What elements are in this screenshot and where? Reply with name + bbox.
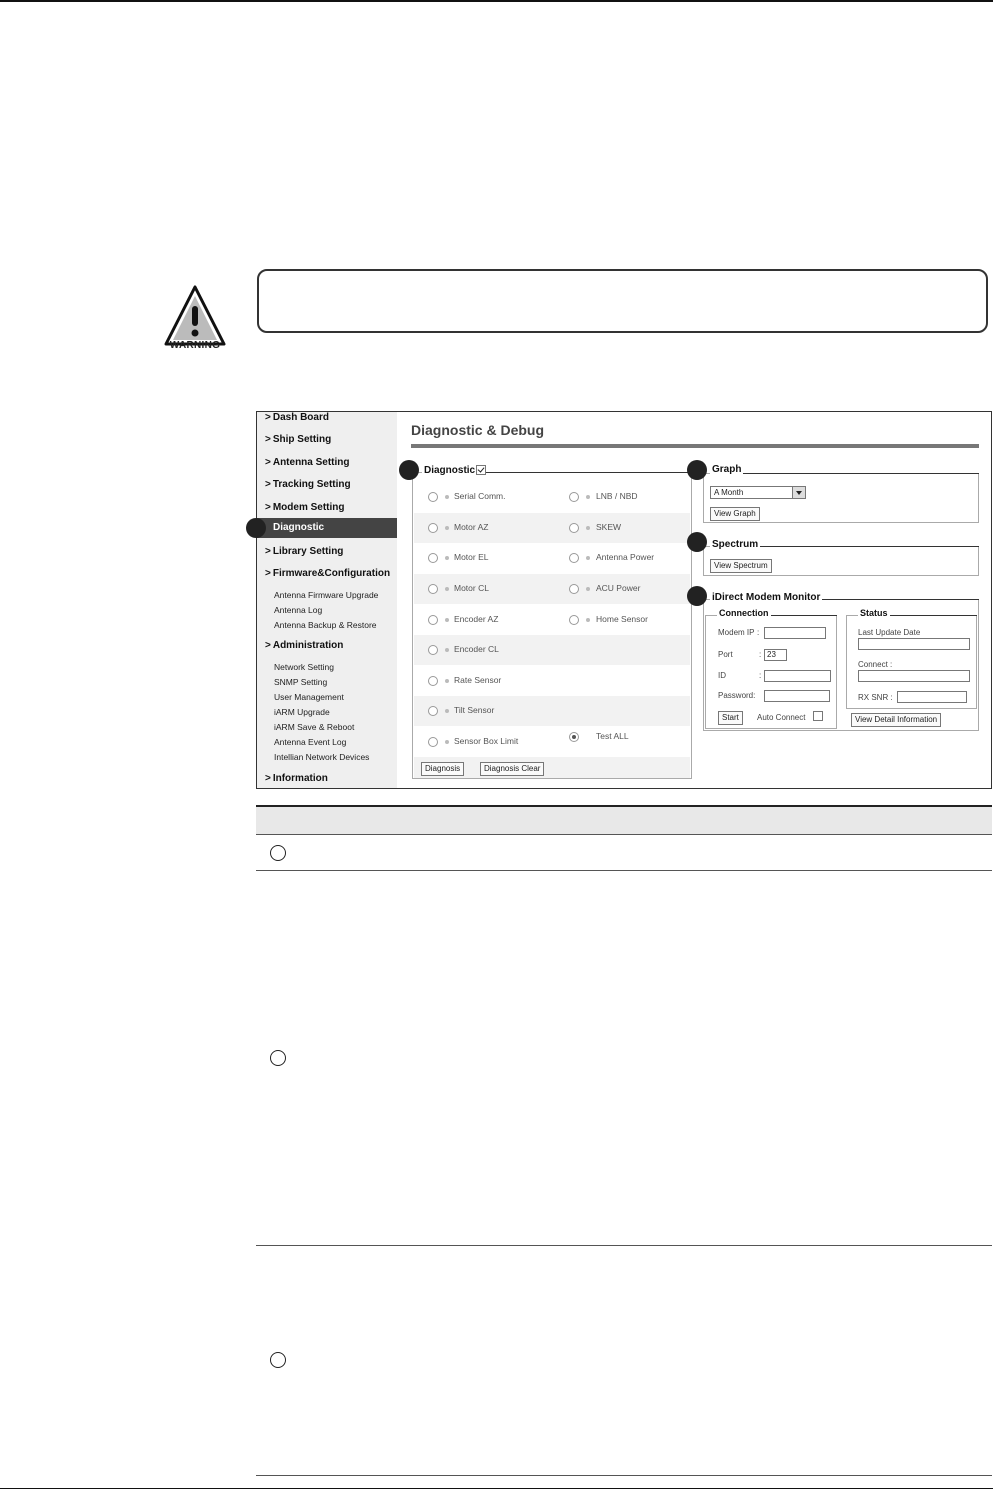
- sidebar-subitem-network-devices[interactable]: Intellian Network Devices: [274, 752, 370, 762]
- home-sensor-label: Home Sensor: [596, 614, 648, 624]
- chevron-down-icon: [792, 487, 805, 498]
- bullet-icon: [445, 648, 449, 652]
- lnb-nbd-label: LNB / NBD: [596, 491, 638, 501]
- modem-monitor-legend: iDirect Modem Monitor: [712, 592, 821, 603]
- table-row-rule: [256, 870, 992, 871]
- acu-power-radio[interactable]: [569, 584, 579, 594]
- callout-badge: [687, 460, 707, 480]
- motor-cl-radio[interactable]: [428, 584, 438, 594]
- encoder-az-label: Encoder AZ: [454, 614, 499, 624]
- bullet-icon: [586, 556, 590, 560]
- separator-colon: :: [757, 628, 760, 637]
- table-row-rule: [256, 834, 992, 835]
- view-spectrum-button[interactable]: View Spectrum: [710, 559, 772, 573]
- bullet-icon: [445, 587, 449, 591]
- antenna-power-label: Antenna Power: [596, 552, 655, 562]
- skew-label: SKEW: [596, 522, 622, 532]
- callout-circle: [270, 1050, 286, 1066]
- motor-az-label: Motor AZ: [454, 522, 489, 532]
- motor-el-label: Motor EL: [454, 552, 489, 562]
- motor-cl-label: Motor CL: [454, 583, 489, 593]
- diagnostic-legend: Diagnostic: [424, 465, 476, 476]
- spectrum-legend: Spectrum: [712, 539, 759, 550]
- page-title: Diagnostic & Debug: [411, 422, 545, 438]
- sidebar-subitem-backup-restore[interactable]: Antenna Backup & Restore: [274, 620, 377, 630]
- diagnosis-button[interactable]: Diagnosis: [421, 762, 464, 776]
- sidebar-subitem-firmware-upgrade[interactable]: Antenna Firmware Upgrade: [274, 590, 379, 600]
- lnb-nbd-radio[interactable]: [569, 492, 579, 502]
- callout-badge: [687, 532, 707, 552]
- legend-rule: [817, 599, 979, 600]
- sidebar-subitem-iarm-save-reboot[interactable]: iARM Save & Reboot: [274, 722, 355, 732]
- chevron-right-icon: >: [265, 546, 271, 557]
- chevron-right-icon: >: [265, 457, 271, 468]
- test-all-radio[interactable]: [569, 732, 579, 742]
- callout-badge: [687, 586, 707, 606]
- bullet-icon: [586, 618, 590, 622]
- bullet-icon: [445, 679, 449, 683]
- chevron-right-icon: >: [265, 502, 271, 513]
- encoder-cl-radio[interactable]: [428, 645, 438, 655]
- serial-comm-radio[interactable]: [428, 492, 438, 502]
- bullet-icon: [445, 495, 449, 499]
- bullet-icon: [445, 526, 449, 530]
- table-header: [256, 807, 992, 834]
- port-label: Port: [718, 650, 733, 659]
- port-input[interactable]: 23: [764, 649, 787, 661]
- tilt-sensor-label: Tilt Sensor: [454, 705, 495, 715]
- auto-connect-label: Auto Connect: [757, 713, 806, 722]
- last-update-field: [858, 638, 970, 650]
- chevron-right-icon: >: [265, 412, 271, 423]
- skew-radio[interactable]: [569, 523, 579, 533]
- callout-circle: [270, 1352, 286, 1368]
- diagnostic-enable-checkbox[interactable]: [476, 465, 486, 475]
- sidebar-item-tracking-setting[interactable]: > Tracking Setting: [265, 479, 351, 490]
- chevron-right-icon: >: [265, 640, 271, 651]
- separator-colon: :: [759, 671, 762, 680]
- bullet-icon: [445, 618, 449, 622]
- diagnostic-panel: [412, 472, 692, 779]
- sidebar-item-administration[interactable]: > Administration: [265, 640, 344, 651]
- separator-colon: :: [759, 650, 762, 659]
- sensor-box-limit-label: Sensor Box Limit: [454, 736, 519, 746]
- warning-label: WARNING: [169, 340, 221, 351]
- sidebar-item-information[interactable]: > Information: [265, 773, 328, 784]
- antenna-power-radio[interactable]: [569, 553, 579, 563]
- chevron-right-icon: >: [265, 568, 271, 579]
- graph-period-select[interactable]: A Month: [710, 486, 806, 499]
- sidebar-item-antenna-setting[interactable]: > Antenna Setting: [265, 457, 350, 468]
- password-input[interactable]: [764, 690, 830, 702]
- rate-sensor-label: Rate Sensor: [454, 675, 502, 685]
- sidebar-subitem-iarm-upgrade[interactable]: iARM Upgrade: [274, 707, 330, 717]
- legend-rule: [759, 546, 979, 547]
- motor-el-radio[interactable]: [428, 553, 438, 563]
- callout-badge: [399, 460, 419, 480]
- auto-connect-checkbox[interactable]: [813, 711, 823, 721]
- connect-label: Connect :: [858, 660, 893, 669]
- legend-rule: [771, 615, 837, 616]
- rx-snr-label: RX SNR :: [858, 693, 893, 702]
- sidebar-subitem-antenna-log[interactable]: Antenna Log: [274, 605, 323, 615]
- bullet-icon: [586, 587, 590, 591]
- sidebar-subitem-network-setting[interactable]: Network Setting: [274, 662, 334, 672]
- acu-power-label: ACU Power: [596, 583, 641, 593]
- rate-sensor-radio[interactable]: [428, 676, 438, 686]
- encoder-cl-label: Encoder CL: [454, 644, 499, 654]
- sidebar-subitem-user-management[interactable]: User Management: [274, 692, 344, 702]
- diagnosis-clear-button[interactable]: Diagnosis Clear: [480, 762, 544, 776]
- sidebar-item-ship-setting[interactable]: > Ship Setting: [265, 434, 332, 445]
- password-label: Password:: [718, 691, 756, 700]
- last-update-label: Last Update Date: [858, 628, 921, 637]
- status-legend: Status: [860, 608, 888, 618]
- legend-rule: [482, 472, 692, 473]
- serial-comm-label: Serial Comm.: [454, 491, 506, 501]
- id-label: ID: [718, 671, 726, 680]
- chevron-right-icon: >: [265, 773, 271, 784]
- bullet-icon: [586, 526, 590, 530]
- sidebar-item-diagnostic[interactable]: Diagnostic: [273, 522, 325, 533]
- legend-rule: [890, 615, 977, 616]
- modem-ip-label: Modem IP: [718, 628, 755, 637]
- sidebar-item-library-setting[interactable]: > Library Setting: [265, 546, 344, 557]
- callout-circle: [270, 845, 286, 861]
- connection-legend: Connection: [719, 608, 769, 618]
- sidebar-item-firmware-configuration[interactable]: > Firmware&Configuration: [265, 568, 391, 579]
- callout-badge: [246, 518, 266, 538]
- view-detail-button[interactable]: View Detail Information: [851, 713, 941, 727]
- table-row-rule: [256, 1245, 992, 1246]
- sensor-box-limit-radio[interactable]: [428, 737, 438, 747]
- bullet-icon: [445, 709, 449, 713]
- motor-az-radio[interactable]: [428, 523, 438, 533]
- page-bottom-rule: [0, 1488, 993, 1489]
- view-graph-button[interactable]: View Graph: [710, 507, 760, 521]
- chevron-right-icon: >: [265, 479, 271, 490]
- id-input[interactable]: [764, 670, 831, 682]
- encoder-az-radio[interactable]: [428, 615, 438, 625]
- rx-snr-field: [897, 691, 967, 703]
- bullet-icon: [445, 556, 449, 560]
- page-top-rule: [0, 0, 993, 2]
- title-rule: [411, 444, 979, 448]
- tilt-sensor-radio[interactable]: [428, 706, 438, 716]
- graph-legend: Graph: [712, 464, 742, 475]
- sidebar-subitem-antenna-event-log[interactable]: Antenna Event Log: [274, 737, 347, 747]
- table-row-rule: [256, 1475, 992, 1476]
- legend-rule: [741, 473, 979, 474]
- sidebar-item-modem-setting[interactable]: > Modem Setting: [265, 502, 345, 513]
- connect-field: [858, 670, 970, 682]
- modem-ip-input[interactable]: [764, 627, 826, 639]
- bullet-icon: [586, 495, 590, 499]
- sidebar-item-dash-board[interactable]: > Dash Board: [265, 412, 329, 423]
- test-all-label: Test ALL: [596, 731, 629, 741]
- diagnostic-screenshot: [256, 411, 992, 789]
- warning-box: [257, 269, 988, 333]
- sidebar-subitem-snmp-setting[interactable]: SNMP Setting: [274, 677, 328, 687]
- home-sensor-radio[interactable]: [569, 615, 579, 625]
- bullet-icon: [445, 740, 449, 744]
- start-button[interactable]: Start: [718, 711, 743, 725]
- chevron-right-icon: >: [265, 434, 271, 445]
